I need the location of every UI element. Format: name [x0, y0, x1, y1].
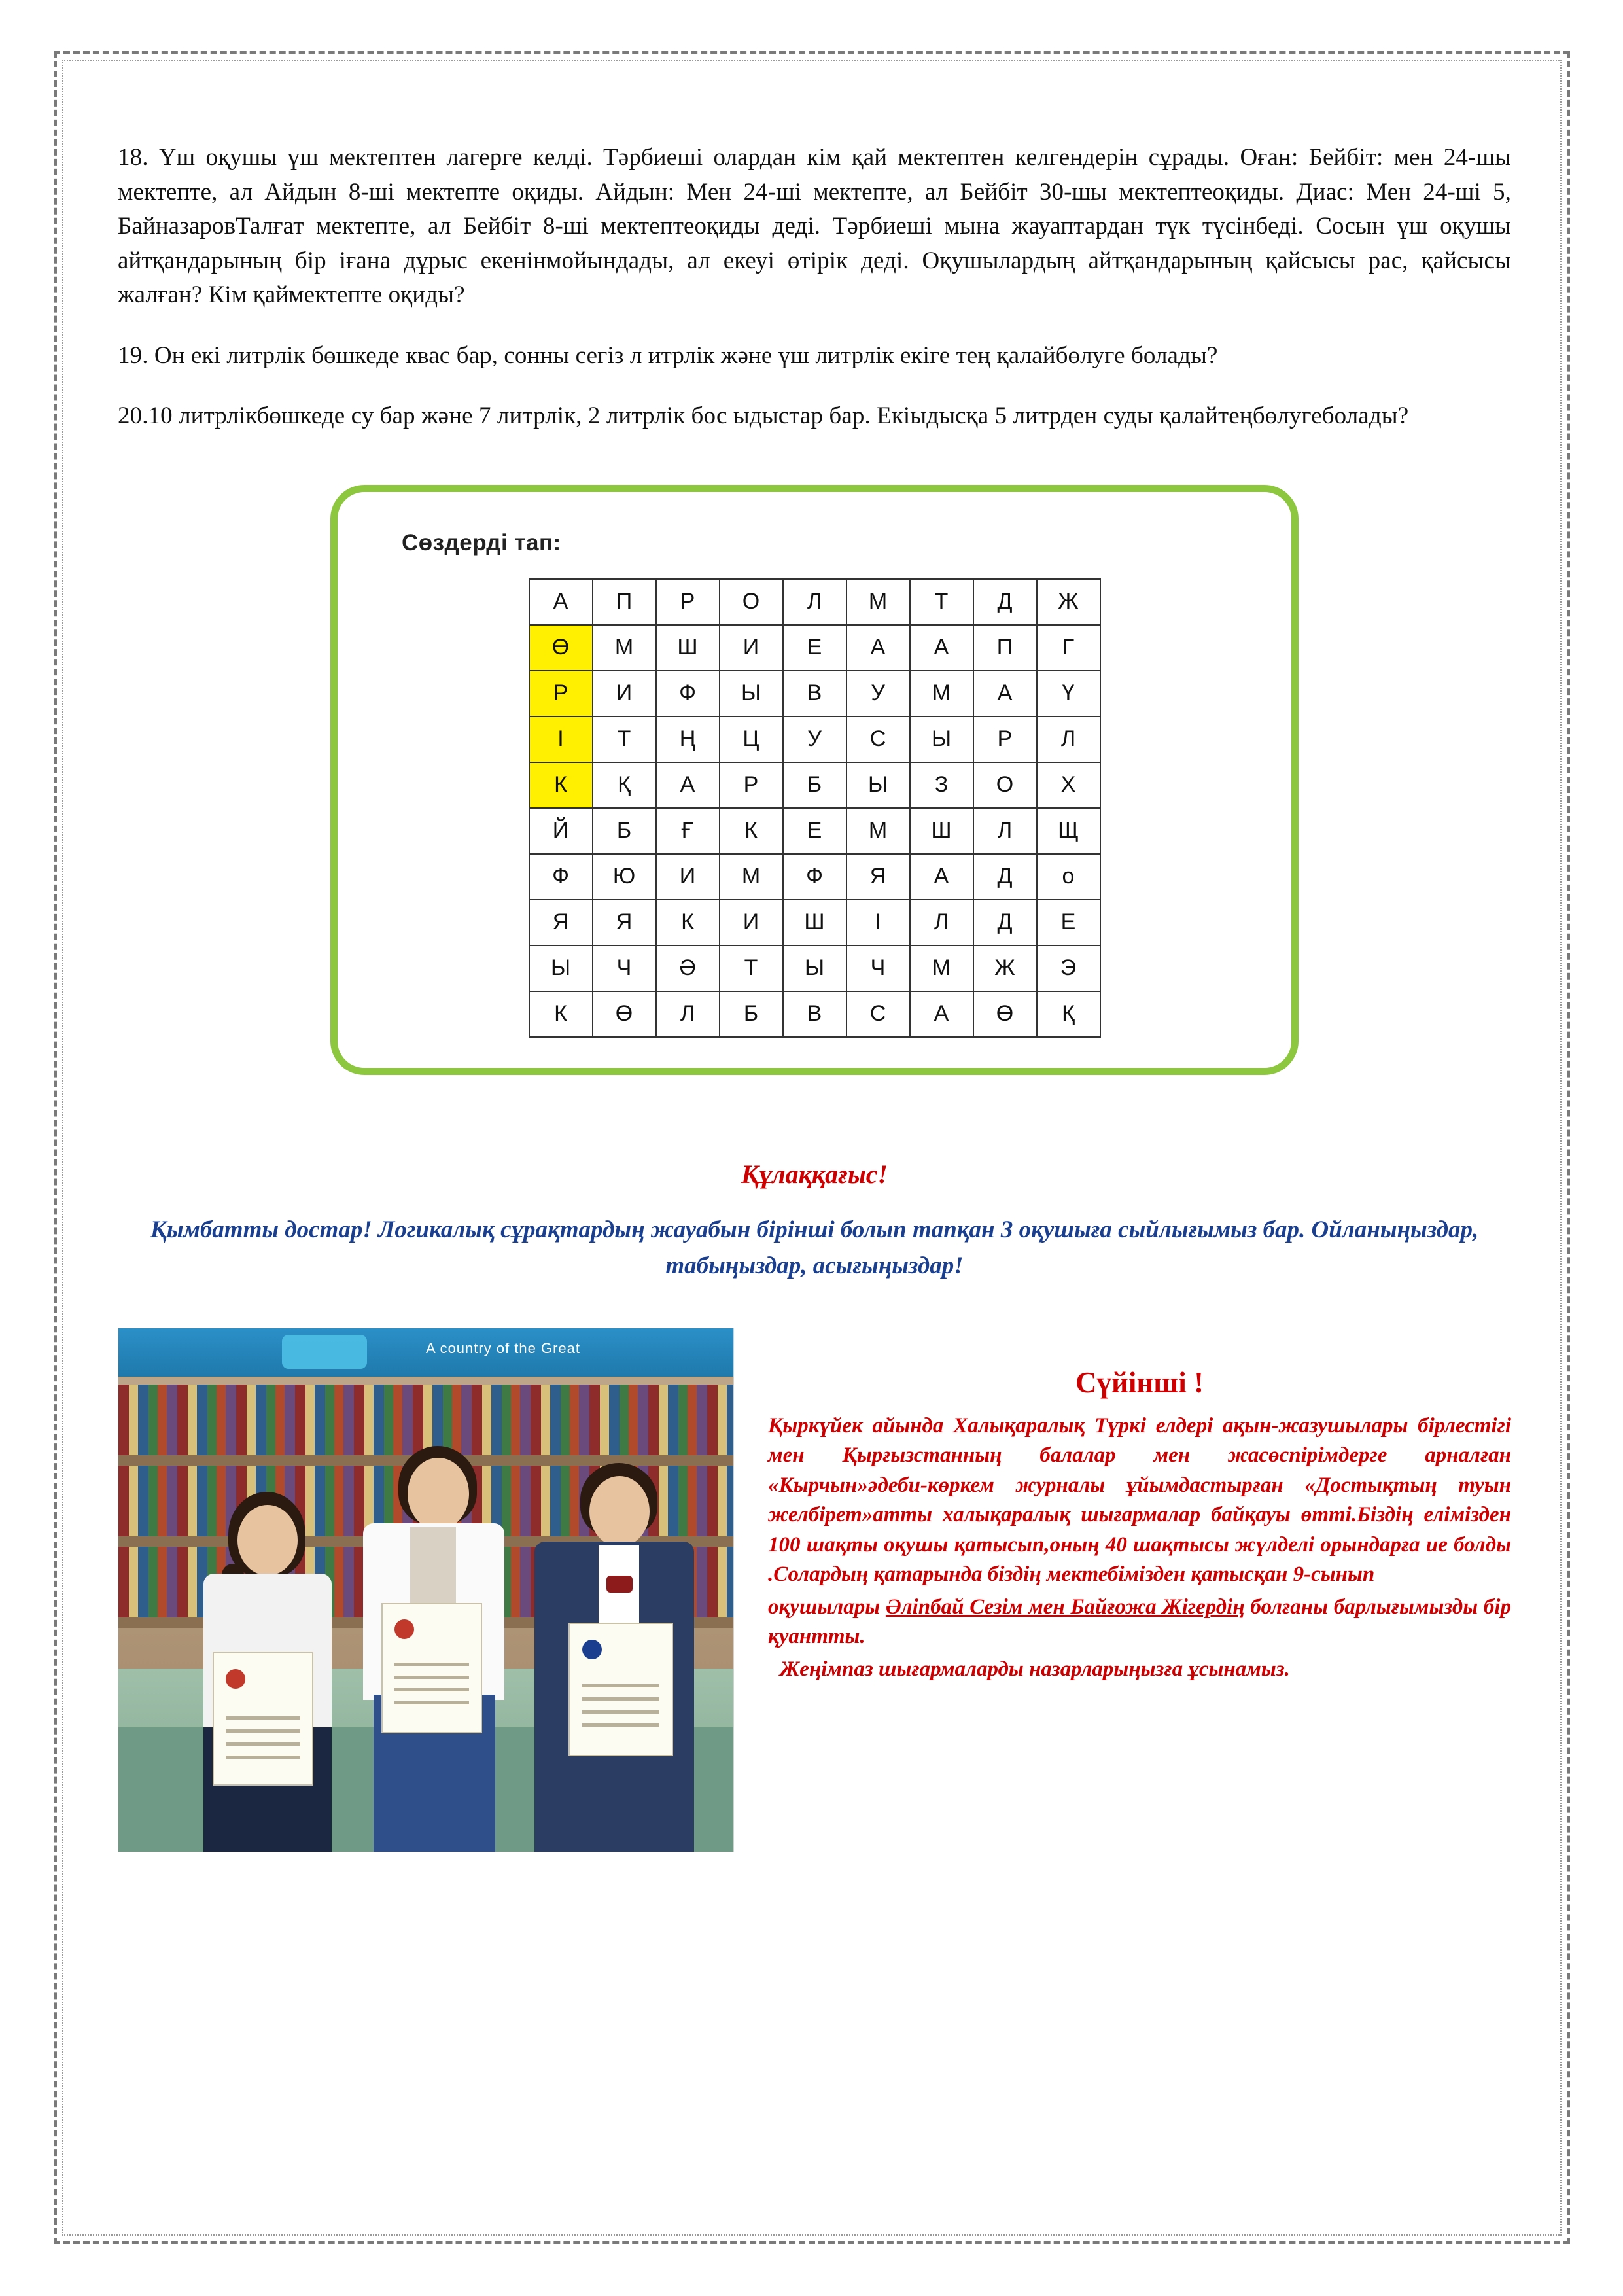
word-search-cell: Щ [1037, 808, 1100, 854]
announcement-title: Құлаққағыс! [741, 1159, 888, 1189]
word-search-cell: Ы [910, 716, 973, 762]
word-search-cell: Ч [846, 945, 910, 991]
word-search-cell: Ғ [656, 808, 720, 854]
word-search-cell: А [910, 991, 973, 1037]
word-search-cell: І [846, 900, 910, 945]
word-search-row [529, 854, 1100, 900]
word-search-cell: К [720, 808, 783, 854]
word-search-cell: Д [973, 900, 1037, 945]
photo-student-boy [517, 1459, 714, 1852]
word-search-cell: Р [656, 579, 720, 625]
word-search-cell: Ы [846, 762, 910, 808]
word-search-cell: Х [1037, 762, 1100, 808]
news-paragraph-2-pre: оқушылары [768, 1595, 886, 1619]
word-search-row [529, 716, 1100, 762]
news-article-title: Сүйінші ! [1075, 1366, 1204, 1399]
word-search-section [118, 485, 1511, 1075]
word-search-cell: Ш [656, 625, 720, 671]
word-search-cell: Т [720, 945, 783, 991]
word-search-cell: Ө [973, 991, 1037, 1037]
word-search-cell: Ш [910, 808, 973, 854]
word-search-row [529, 625, 1100, 671]
news-paragraph-3-text: Жеңімпаз шығармаларды назарларыңызға ұсынамыз. [780, 1657, 1290, 1681]
word-search-cell: Р [529, 671, 593, 716]
news-article [734, 1328, 1511, 1687]
news-winners-names: Әліпбай Сезім мен Байғожа Жігердің [885, 1595, 1245, 1619]
announcement-body: Қымбатты достар! Логикалық сұрақтардың жауабын бірінші болып тапқан 3 оқушыға сыйлығымыз бар. Ойланыңыздар, табыңыздар, асығыңыздар! [150, 1216, 1479, 1280]
word-search-cell: Л [973, 808, 1037, 854]
word-search-cell: М [593, 625, 656, 671]
task-18: 18. Үш оқушы үш мектептен лагерге келді. Тәрбиеші олардан кім қай мектептен келгендерін сұрады. Оған: Бейбіт: мен 24-шы мектепте, ал Айдын 8-ші мектепте оқиды. Айдын: Мен 24-ші мектепте, ал Бейбіт 30-шы мектептеоқиды. Диас: Мен 24-ші 5, БайназаровТалғат мектепте, ал Бейбіт 8-ші мектептеоқиды деді. Тәрбиеші мына жауаптардан түк түсінбеді. Сосын үш оқушы айтқандарының бір іғана дұрыс екенінмойындады, ал екеуі өтірік деді. Оқушылардың айтқандарының қайсысы рас, қайсысы жалған? Кім қаймектепте оқиды? [118, 144, 1511, 309]
word-search-cell: Д [973, 854, 1037, 900]
word-search-cell: Г [1037, 625, 1100, 671]
word-search-cell: Ф [656, 671, 720, 716]
word-search-cell: Ә [656, 945, 720, 991]
word-search-cell: К [529, 991, 593, 1037]
word-search-cell: М [846, 579, 910, 625]
word-search-cell: Э [1037, 945, 1100, 991]
word-search-cell: Я [593, 900, 656, 945]
word-search-row [529, 579, 1100, 625]
word-search-cell: О [720, 579, 783, 625]
word-search-cell: Е [783, 625, 846, 671]
word-search-row [529, 808, 1100, 854]
word-search-cell: С [846, 716, 910, 762]
word-search-title: Сөздерді тап: [402, 529, 561, 556]
word-search-cell: Е [1037, 900, 1100, 945]
word-search-cell: о [1037, 854, 1100, 900]
task-19: 19. Он екі литрлік бөшкеде квас бар, сонны сегіз л итрлік және үш литрлік екіге тең қалайбөлуге болады? [118, 342, 1218, 369]
word-search-cell: Т [910, 579, 973, 625]
word-search-cell: Ң [656, 716, 720, 762]
word-search-cell: А [656, 762, 720, 808]
word-search-cell: О [973, 762, 1037, 808]
word-search-cell: И [593, 671, 656, 716]
word-search-cell: Ж [1037, 579, 1100, 625]
word-search-cell: Б [783, 762, 846, 808]
word-search-row [529, 900, 1100, 945]
word-search-cell: Ф [529, 854, 593, 900]
word-search-cell: Р [720, 762, 783, 808]
word-search-row [529, 945, 1100, 991]
word-search-cell: И [656, 854, 720, 900]
word-search-cell: Ү [1037, 671, 1100, 716]
word-search-cell: П [973, 625, 1037, 671]
word-search-cell: В [783, 671, 846, 716]
word-search-cell: Т [593, 716, 656, 762]
task-20: 20.10 литрлікбөшкеде су бар және 7 литрлік, 2 литрлік бос ыдыстар бар. Екіыдысқа 5 литрден суды қалайтеңбөлугеболады? [118, 402, 1409, 430]
word-search-cell: Ц [720, 716, 783, 762]
word-search-row [529, 762, 1100, 808]
word-search-cell: Р [973, 716, 1037, 762]
word-search-cell: А [910, 854, 973, 900]
word-search-cell: И [720, 900, 783, 945]
word-search-cell: Л [1037, 716, 1100, 762]
word-search-cell: Я [846, 854, 910, 900]
word-search-cell: Б [720, 991, 783, 1037]
word-search-cell: И [720, 625, 783, 671]
word-search-cell: Ф [783, 854, 846, 900]
word-search-cell: Б [593, 808, 656, 854]
word-search-cell: М [910, 671, 973, 716]
word-search-cell: В [783, 991, 846, 1037]
word-search-cell: З [910, 762, 973, 808]
word-search-cell: М [720, 854, 783, 900]
news-paragraph-2 [768, 1593, 1511, 1652]
news-paragraph-3 [768, 1655, 1511, 1685]
word-search-cell: Ө [593, 991, 656, 1037]
word-search-cell: А [846, 625, 910, 671]
photo-student-girl [184, 1485, 347, 1852]
photo-books-row-1 [118, 1385, 733, 1455]
news-article-body [768, 1411, 1511, 1685]
word-search-cell: А [529, 579, 593, 625]
word-search-cell: У [783, 716, 846, 762]
word-search-cell: У [846, 671, 910, 716]
word-search-cell: Я [529, 900, 593, 945]
word-search-cell: Ю [593, 854, 656, 900]
award-photo [118, 1328, 734, 1852]
word-search-cell: Қ [593, 762, 656, 808]
word-search-cell: Л [910, 900, 973, 945]
word-search-cell: Ы [529, 945, 593, 991]
word-search-cell: М [910, 945, 973, 991]
word-search-cell: Ы [783, 945, 846, 991]
word-search-row [529, 671, 1100, 716]
news-paragraph-1: Қыркүйек айында Халықаралық Түркі елдері ақын-жазушылары бірлестігі мен Қырғызстанның балалар мен жасөспірімдерге арналған «Кырчын»әдеби-көркем журналы ұйымдастырған «Достықтың туын желбірет»атты халықаралық шығармалар байқауы өтті.Біздің елімізден 100 шақты оқушы қатысып,оның 40 шақтысы жүлделі орындарға ие болды .Солардың қатарында біздің мектебімізден қатысқан 9-сынып [768, 1413, 1511, 1587]
word-search-cell: Й [529, 808, 593, 854]
word-search-cell: Е [783, 808, 846, 854]
word-search-cell: Л [656, 991, 720, 1037]
word-search-row [529, 991, 1100, 1037]
photo-banner-text: A country of the Great [426, 1339, 581, 1356]
word-search-cell: Ч [593, 945, 656, 991]
word-search-cell: П [593, 579, 656, 625]
word-search-cell: Ж [973, 945, 1037, 991]
word-search-cell: І [529, 716, 593, 762]
word-search-cell: К [529, 762, 593, 808]
word-search-cell: Ы [720, 671, 783, 716]
word-search-cell: А [973, 671, 1037, 716]
photo-teacher [347, 1446, 524, 1852]
photo-banner-logo [282, 1335, 367, 1369]
word-search-cell: М [846, 808, 910, 854]
word-search-card [330, 485, 1299, 1075]
word-search-cell: Л [783, 579, 846, 625]
word-search-cell: С [846, 991, 910, 1037]
word-search-cell: Д [973, 579, 1037, 625]
word-search-cell: Қ [1037, 991, 1100, 1037]
word-search-cell: А [910, 625, 973, 671]
word-search-cell: Ш [783, 900, 846, 945]
word-search-grid [529, 578, 1101, 1038]
document-content [118, 141, 1511, 1852]
news-paragraph-2-post: болғаны барлығымызды бір қуантты. [768, 1595, 1512, 1649]
word-search-cell: К [656, 900, 720, 945]
word-search-cell: Ө [529, 625, 593, 671]
bottom-section [118, 1328, 1511, 1852]
